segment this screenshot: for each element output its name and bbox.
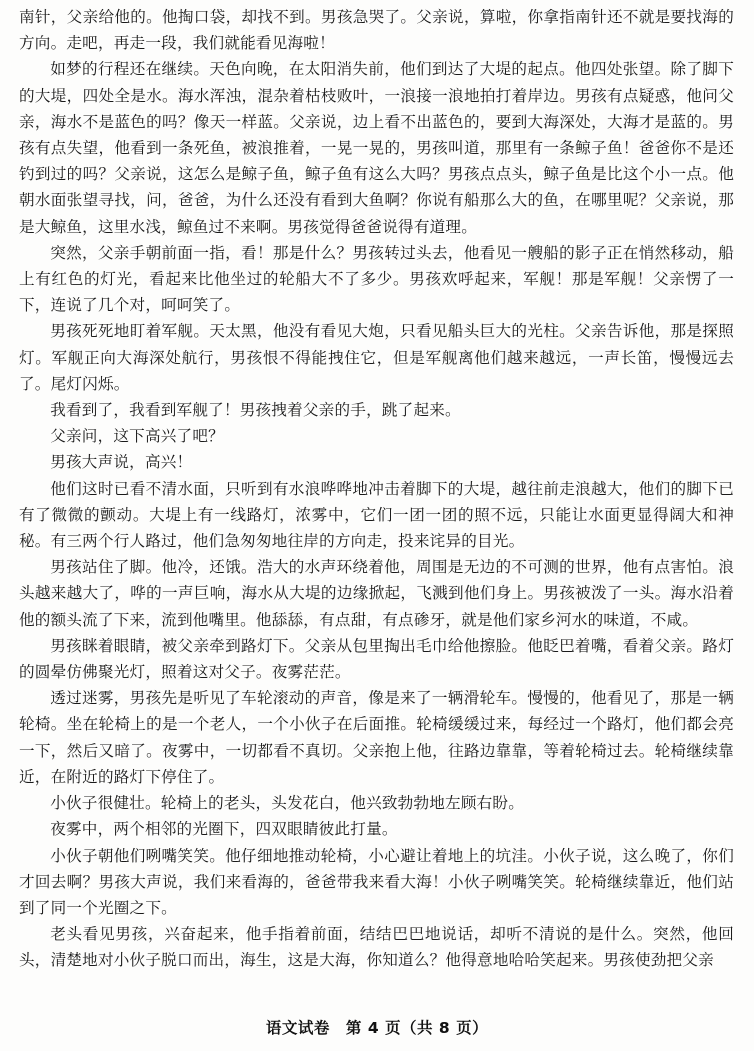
page-footer: 语文试卷 第 4 页（共 8 页）	[265, 1019, 489, 1037]
paragraph-old-man: 老头看见男孩，兴奋起来，他手指着前面，结结巴巴地说话，却听不清说的是什么。突然，他回头，清楚地对小伙子脱口而出，海生，这是大海，你知道么？他得意地哈哈笑起来。男孩使劲把父亲	[19, 925, 734, 970]
paragraph-father-asks: 父亲问，这下高兴了吧？	[50, 427, 224, 446]
paragraph-searchlight: 男孩死死地盯着军舰。天太黑，他没有看见大炮，只看见船头巨大的光柱。父亲告诉他，那是探照灯。军舰正向大海深处航行，男孩恨不得能拽住它，但是军舰离他们越来越远，一声长笛，慢慢远去了。尾灯闪烁。	[19, 322, 734, 393]
paragraph-warship-sighting: 突然，父亲手朝前面一指，看！那是什么？男孩转过头去，他看见一艘船的影子正在悄然移动，船上有红色的灯光，看起来比他坐过的轮船大不了多少。男孩欢呼起来，军舰！那是军舰！父亲愣了一下，连说了几个对，呵呵笑了。	[19, 243, 734, 315]
paragraph-wheelchair: 透过迷雾，男孩先是听见了车轮滚动的声音，像是来了一辆滑轮车。慢慢的，他看见了，那是一辆轮椅。坐在轮椅上的是一个老人，一个小伙子在后面推。轮椅缓缓过来，每经过一个路灯，他们都会亮一下，然后又暗了。夜雾中，一切都看不真切。父亲抱上他，往路边靠靠，等着轮椅过去。轮椅继续靠近，在附近的路灯下停住了。	[19, 689, 734, 786]
paragraph-same-circle: 小伙子朝他们咧嘴笑笑。他仔细地推动轮椅，小心避让着地上的坑洼。小伙子说，这么晚了，你们才回去啊？男孩大声说，我们来看海的，爸爸带我来看大海！小伙子咧嘴笑笑。轮椅继续靠近，他们站到了同一个光圈之下。	[19, 846, 734, 917]
paragraph-four-eyes: 夜雾中，两个相邻的光圈下，四双眼睛彼此打量。	[50, 820, 398, 839]
paragraph-compass: 南针，父亲给他的。他掏口袋，却找不到。男孩急哭了。父亲说，算啦，你拿指南针还不就是要找海的方向。走吧，再走一段，我们就能看见海啦！	[19, 8, 734, 53]
article-body	[19, 4, 734, 974]
paragraph-boy-answers: 男孩大声说，高兴！	[50, 453, 193, 472]
paragraph-dike-arrival: 如梦的行程还在继续。天色向晚，在太阳消失前，他们到达了大堤的起点。他四处张望。除了脚下的大堤，四处全是水。海水浑浊，混杂着枯枝败叶，一浪接一浪地拍打着岸边。男孩有点疑惑，他问父亲，海水不是蓝色的吗？像天一样蓝。父亲说，边上看不出蓝色的，要到大海深处，大海才是蓝的。男孩有点失望，他看到一条死鱼，被浪推着，一晃一晃的，男孩叫道，那里有一条鲸子鱼！爸爸你不是还钓到过的吗？父亲说，这怎么是鲸子鱼，鲸子鱼有这么大吗？男孩点点头，鲸子鱼是比这个小一点。他朝水面张望寻找，问，爸爸，为什么还没有看到大鱼啊？你说有船那么大的鱼，在哪里呢？父亲说，那是大鲸鱼，这里水浅，鲸鱼过不来啊。男孩觉得爸爸说得有道理。	[19, 60, 734, 236]
paragraph-boy-stops: 男孩站住了脚。他冷，还饿。浩大的水声环绕着他，周围是无边的不可测的世界，他有点害怕。浪头越来越大了，哗的一声巨响，海水从大堤的边缘掀起，飞溅到他们身上。男孩被泼了一头。海水沿着他的额头流了下来，流到他嘴里。他舔舔，有点甜，有点碜牙，就是他们家乡河水的味道，不咸。	[19, 558, 734, 629]
paragraph-young-man: 小伙子很健壮。轮椅上的老头，头发花白，他兴致勃勃地左顾右盼。	[50, 794, 525, 813]
paragraph-saw-warship: 我看到了，我看到军舰了！男孩拽着父亲的手，跳了起来。	[50, 401, 461, 420]
paragraph-under-streetlight: 男孩眯着眼睛，被父亲牵到路灯下。父亲从包里掏出毛巾给他擦脸。他眨巴着嘴，看着父亲。路灯的圆晕仿佛聚光灯，照着这对父子。夜雾茫茫。	[19, 636, 734, 682]
paragraph-waves-dark: 他们这时已看不清水面，只听到有水浪哗哗地冲击着脚下的大堤，越往前走浪越大，他们的脚下已有了微微的颤动。大堤上有一线路灯，浓雾中，它们一团一团的照不远，只能让水面更显得阔大和神秘。有三两个行人路过，他们急匆匆地往岸的方向走，投来诧异的目光。	[19, 479, 734, 551]
